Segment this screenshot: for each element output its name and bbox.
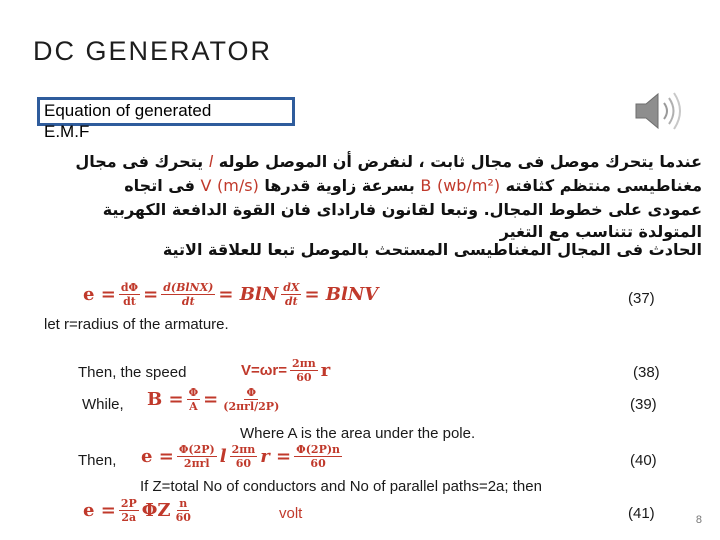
var-l: l <box>208 152 214 171</box>
volt-unit: volt <box>279 505 303 522</box>
equation-39: B = $\frac{\Phi}{A}$ = $\frac{\Phi}{\text{(2πrl/2P)}}$ <box>147 386 280 413</box>
radius-note: let r=radius of the armature. <box>44 316 229 333</box>
equation-37: e = $\frac{d\Phi}{dt}$ = $\frac{\text{d(BlNX)}}{dt}$ = BlN $\frac{dX}{dt}$ = BlNV <box>83 281 379 308</box>
conductors-note: If Z=total No of conductors and No of parallel paths=2a; then <box>140 478 542 495</box>
arabic-line-4: المتولدة تتناسب مع التغير <box>499 222 702 241</box>
equation-number-38: (38) <box>633 364 660 381</box>
equation-number-39: (39) <box>630 396 657 413</box>
arabic-line-2: مغناطيسى منتظم كثافته B (wb/m²) بسرعة زاوية قدرها V (m/s) فى اتجاه <box>124 176 702 195</box>
equation-number-40: (40) <box>630 452 657 469</box>
eq39-prefix: While, <box>82 396 124 413</box>
arabic-line-5: الحادث فى المجال المغناطيسى المستحث بالموصل تبعا للعلاقة الاتية <box>162 240 702 259</box>
eq38-prefix: Then, the speed <box>78 364 187 381</box>
equation-label-line2: E.M.F <box>44 122 90 141</box>
page-number: 8 <box>695 514 702 526</box>
pole-area-note: Where A is the area under the pole. <box>240 425 476 442</box>
slide-title: DC GENERATOR <box>33 36 273 66</box>
eq40-prefix: Then, <box>78 452 117 469</box>
equation-number-37: (37) <box>628 290 655 307</box>
speaker-icon[interactable] <box>630 86 686 136</box>
equation-38: V=ωr= $\frac{2\pi n}{60}$ r <box>241 357 331 384</box>
equation-label-line1: Equation of generated <box>44 101 212 120</box>
equation-40: e = $\frac{\Phi(2P)}{\text{2πrl}}$ l $\frac{2\pi n}{60}$ r = $\frac{\Phi(2P)n}{60}$ <box>141 443 341 470</box>
arabic-line-1: عندما يتحرك موصل فى مجال ثابت ، لنفرض أن الموصل طوله l يتحرك فى مجال <box>75 152 702 171</box>
equation-41: e = $\frac{2P}{2a}$ ΦZ $\frac{n}{60}$ <box>83 497 191 524</box>
equation-number-41: (41) <box>628 505 655 522</box>
arabic-line-3: عمودى على خطوط المجال. وتبعا لقانون فارادای فان القوة الدافعة الكهربية <box>102 200 702 219</box>
